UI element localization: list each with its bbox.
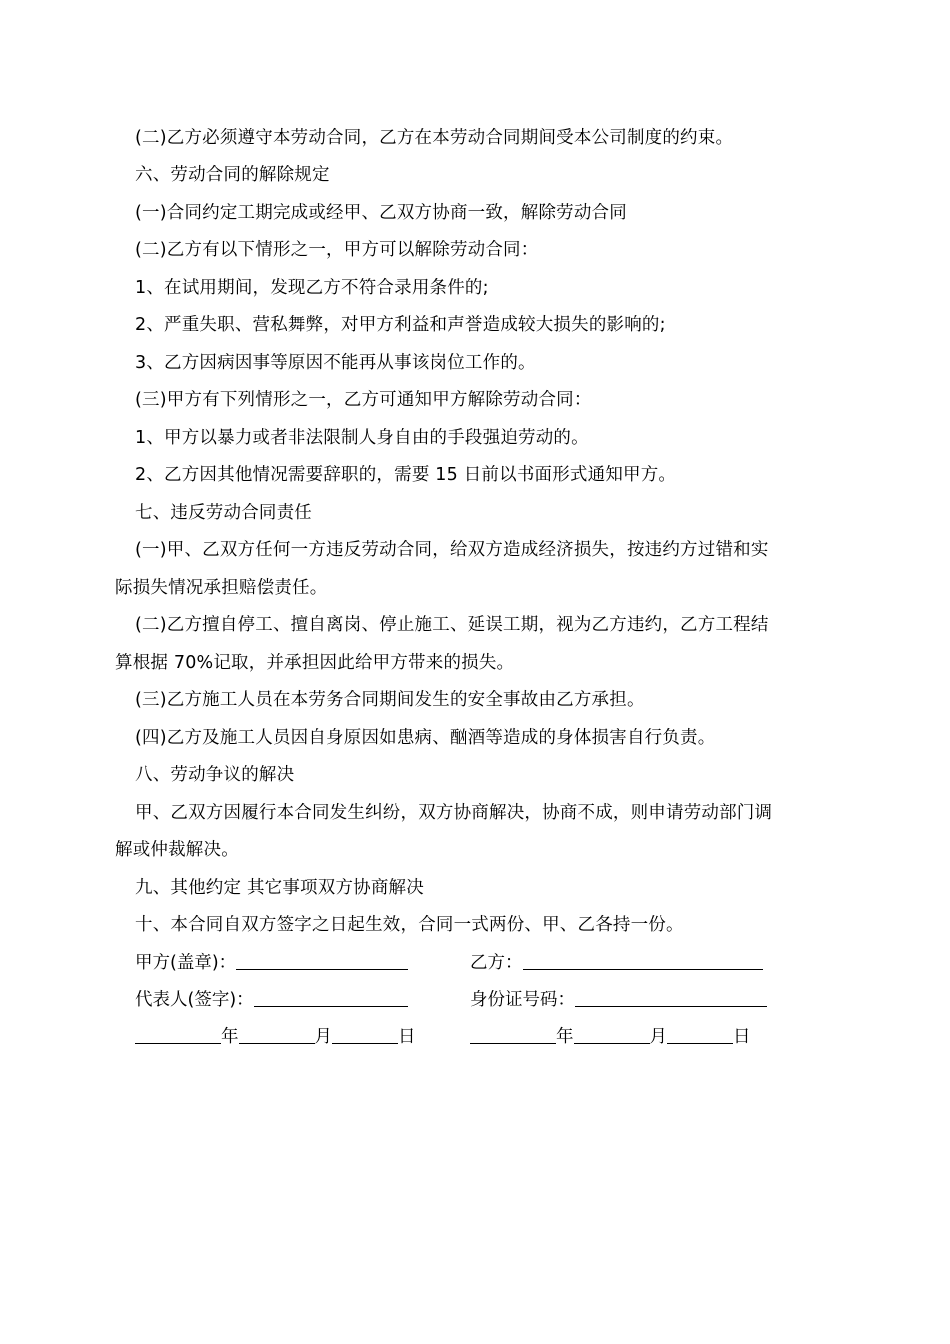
paragraph-line: (二)乙方必须遵守本劳动合同，乙方在本劳动合同期间受本公司制度的约束。 [135, 128, 734, 148]
year-blank[interactable] [470, 1025, 556, 1044]
representative-blank[interactable] [254, 988, 408, 1007]
paragraph-line: 算根据 70%记取，并承担因此给甲方带来的损失。 [115, 653, 515, 673]
year-label: 年 [556, 1027, 574, 1047]
year-label: 年 [221, 1027, 239, 1047]
list-item: 3、乙方因病因事等原因不能再从事该岗位工作的。 [135, 353, 536, 373]
section-heading-6: 六、劳动合同的解除规定 [135, 165, 330, 185]
month-label: 月 [314, 1027, 332, 1047]
day-blank[interactable] [332, 1025, 398, 1044]
date-row-right [470, 1025, 751, 1049]
section-heading-7: 七、违反劳动合同责任 [135, 503, 312, 523]
day-blank[interactable] [667, 1025, 733, 1044]
paragraph-line: (三)甲方有下列情形之一，乙方可通知甲方解除劳动合同： [135, 390, 592, 410]
paragraph-line: (二)乙方有以下情形之一，甲方可以解除劳动合同： [135, 240, 539, 260]
paragraph-line: 甲、乙双方因履行本合同发生纠纷，双方协商解决，协商不成，则申请劳动部门调 [135, 803, 773, 823]
year-blank[interactable] [135, 1025, 221, 1044]
party-b-blank[interactable] [523, 951, 763, 970]
month-blank[interactable] [239, 1025, 315, 1044]
section-heading-10: 十、本合同自双方签字之日起生效，合同一式两份、甲、乙各持一份。 [135, 915, 684, 935]
id-number-blank[interactable] [575, 988, 767, 1007]
id-number-row [470, 988, 767, 1012]
paragraph-line: 际损失情况承担赔偿责任。 [115, 578, 328, 598]
list-item: 2、严重失职、营私舞弊，对甲方利益和声誉造成较大损失的影响的; [135, 315, 666, 335]
party-b-signature-row [470, 951, 763, 975]
paragraph-line: (三)乙方施工人员在本劳务合同期间发生的安全事故由乙方承担。 [135, 690, 645, 710]
list-item: 1、甲方以暴力或者非法限制人身自由的手段强迫劳动的。 [135, 428, 589, 448]
party-a-label: 甲方(盖章)： [135, 953, 237, 973]
paragraph-line: (四)乙方及施工人员因自身原因如患病、酗酒等造成的身体损害自行负责。 [135, 728, 716, 748]
day-label: 日 [733, 1027, 751, 1047]
month-label: 月 [649, 1027, 667, 1047]
date-row-left [135, 1025, 416, 1049]
paragraph-line: (一)合同约定工期完成或经甲、乙双方协商一致，解除劳动合同 [135, 203, 627, 223]
section-heading-8: 八、劳动争议的解决 [135, 765, 295, 785]
representative-label: 代表人(签字)： [135, 990, 254, 1010]
party-a-blank[interactable] [236, 951, 408, 970]
paragraph-line: (二)乙方擅自停工、擅自离岗、停止施工、延误工期，视为乙方违约，乙方工程结 [135, 615, 769, 635]
party-b-label: 乙方： [470, 953, 523, 973]
day-label: 日 [398, 1027, 416, 1047]
list-item: 1、在试用期间，发现乙方不符合录用条件的; [135, 278, 489, 298]
month-blank[interactable] [574, 1025, 650, 1044]
party-a-signature-row [135, 951, 408, 975]
list-item: 2、乙方因其他情况需要辞职的，需要 15 日前以书面形式通知甲方。 [135, 465, 677, 485]
paragraph-line: (一)甲、乙双方任何一方违反劳动合同，给双方造成经济损失，按违约方过错和实 [135, 540, 769, 560]
id-number-label: 身份证号码： [470, 990, 575, 1010]
representative-signature-row [135, 988, 408, 1012]
paragraph-line: 解或仲裁解决。 [115, 840, 239, 860]
section-heading-9: 九、其他约定 其它事项双方协商解决 [135, 878, 424, 898]
